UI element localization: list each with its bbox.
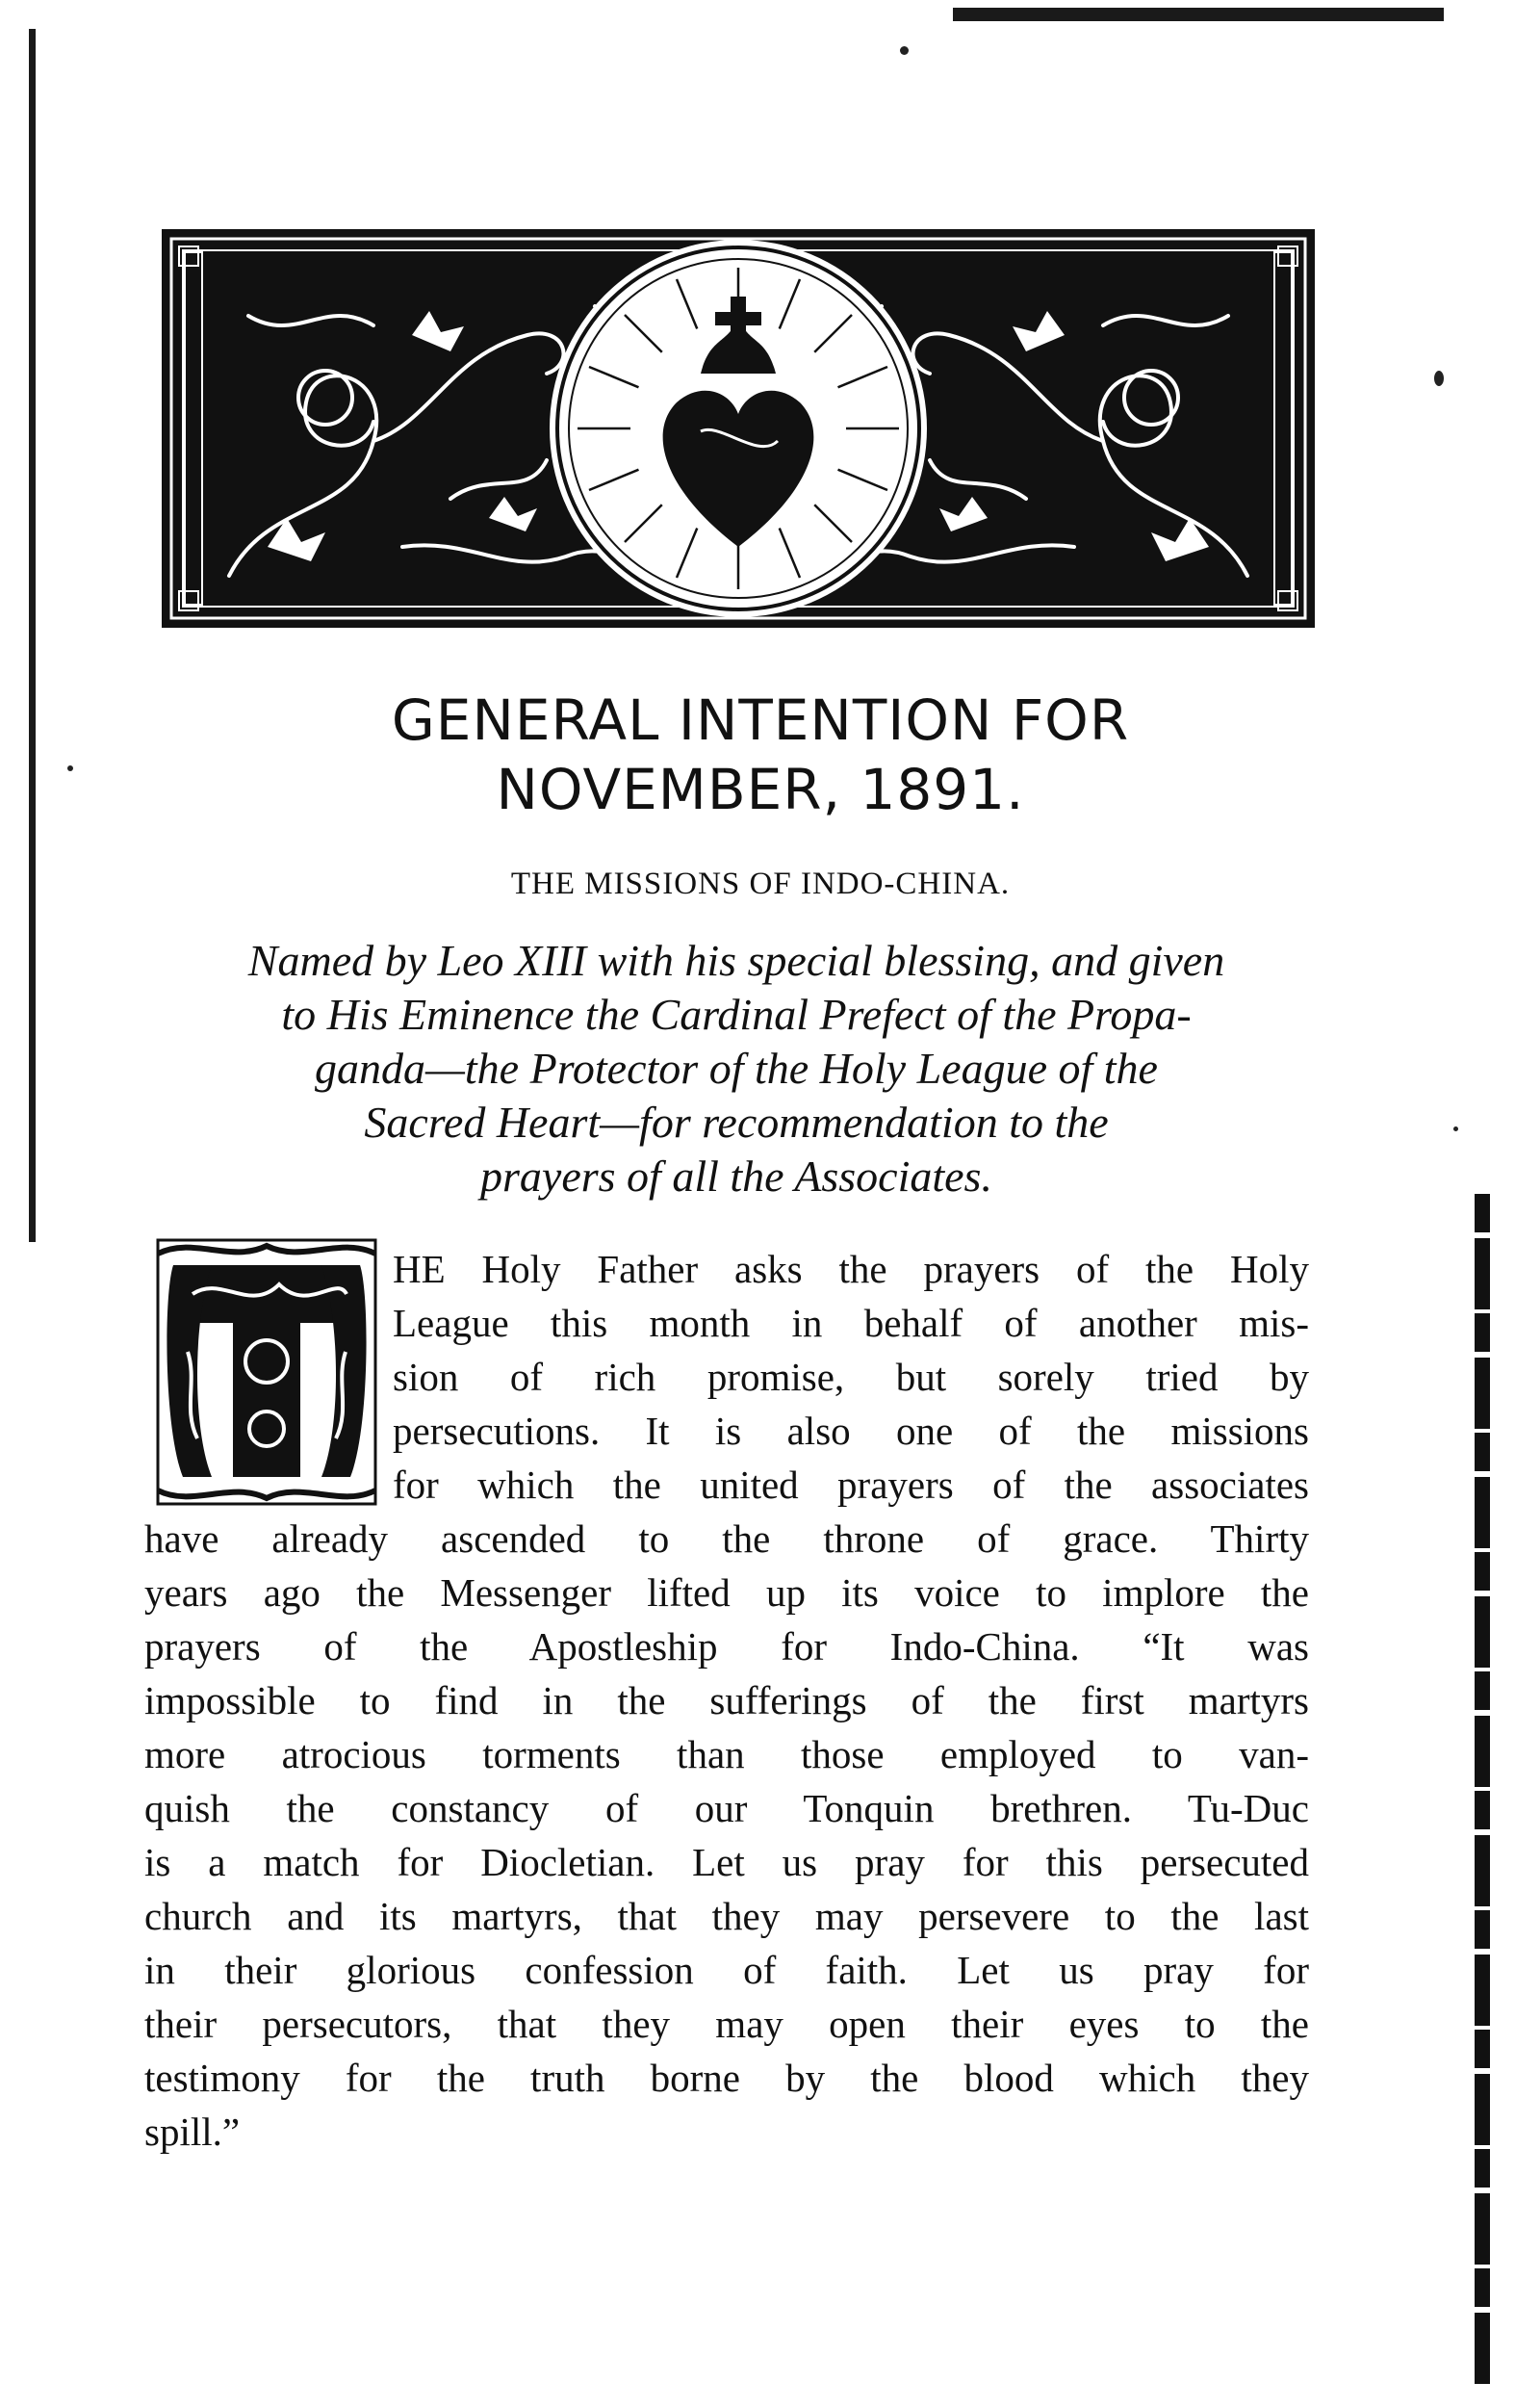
- scan-edge-right: [1475, 1194, 1490, 2388]
- scan-speck: [67, 765, 73, 771]
- body-line: sion of rich promise, but sorely tried by: [393, 1355, 1309, 1399]
- scan-speck: [1434, 371, 1444, 386]
- body-line: years ago the Messenger lifted up its voice to implore the: [144, 1570, 1309, 1615]
- dedication-line: to His Eminence the Cardinal Prefect of the Propa-: [281, 990, 1192, 1039]
- scan-edge-top: [953, 8, 1444, 21]
- subtitle: THE MISSIONS OF INDO-CHINA.: [510, 867, 1011, 901]
- body-line: for which the united prayers of the associates: [393, 1463, 1309, 1507]
- body-line: in their glorious confession of faith. Let us pray for: [144, 1948, 1309, 1992]
- body-line: testimony for the truth borne by the blood which they: [144, 2056, 1309, 2100]
- dedication: [135, 934, 1338, 1204]
- body-line: quish the constancy of our Tonquin brethren. Tu-Duc: [144, 1786, 1309, 1830]
- body-line: impossible to find in the sufferings of the first martyrs: [144, 1678, 1309, 1722]
- sacred-heart-banner-icon: [162, 229, 1315, 628]
- scan-speck: [900, 46, 909, 55]
- title-line-1: GENERAL INTENTION FOR: [391, 687, 1130, 753]
- body-line: their persecutors, that they may open their eyes to the: [144, 2002, 1309, 2046]
- body-line: church and its martyrs, that they may persevere to the last: [144, 1894, 1309, 1938]
- body-line: is a match for Diocletian. Let us pray for this persecuted: [144, 1840, 1309, 1884]
- title-line-2: NOVEMBER, 1891.: [496, 757, 1025, 822]
- body-line: HE Holy Father asks the prayers of the Holy: [393, 1247, 1309, 1291]
- dedication-line: Named by Leo XIII with his special blessing, and given: [247, 936, 1225, 985]
- body-line: spill.”: [144, 2110, 241, 2154]
- scan-edge-left: [29, 29, 36, 1242]
- body-text: [144, 1242, 1309, 2159]
- body-line: prayers of the Apostleship for Indo-China. “It was: [144, 1624, 1309, 1669]
- dedication-line: Sacred Heart—for recommendation to the: [364, 1098, 1109, 1147]
- body-line: persecutions. It is also one of the missions: [393, 1409, 1309, 1453]
- scan-speck: [1453, 1126, 1458, 1131]
- dedication-line: prayers of all the Associates.: [480, 1152, 992, 1201]
- page-title: [193, 686, 1328, 824]
- body-line: League this month in behalf of another mis-: [393, 1301, 1309, 1345]
- dedication-line: ganda—the Protector of the Holy League of the: [315, 1044, 1158, 1093]
- body-line: more atrocious torments than those employed to van-: [144, 1732, 1309, 1776]
- body-line: have already ascended to the throne of grace. Thirty: [144, 1516, 1309, 1561]
